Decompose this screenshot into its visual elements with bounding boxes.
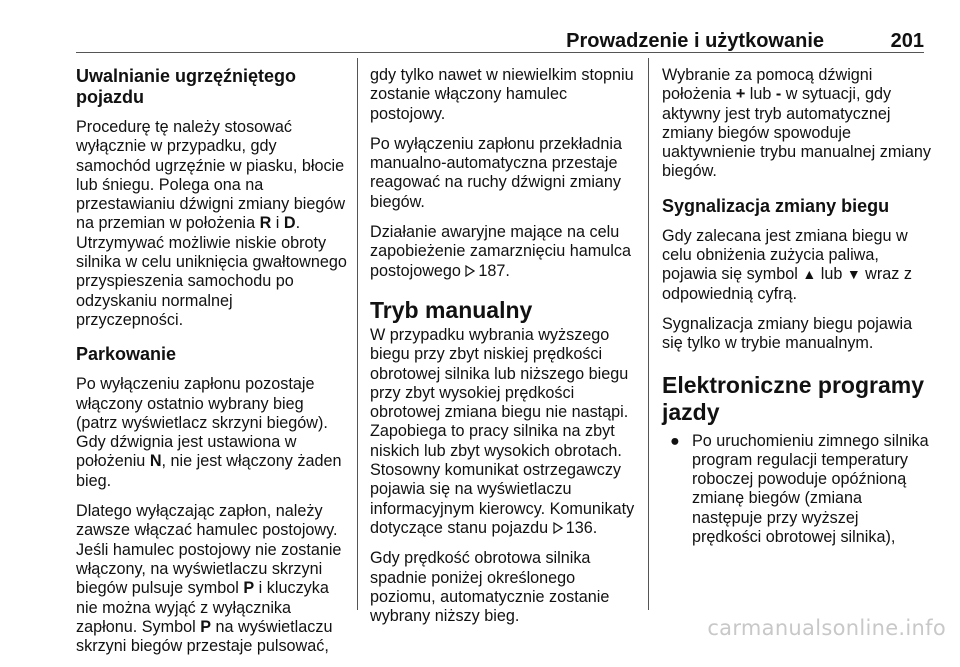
- arrow-down-icon: ▼: [846, 266, 861, 283]
- text-line: [76, 214, 348, 233]
- gear-symbol-p: P: [243, 579, 255, 598]
- gear-symbol-d: D: [283, 214, 296, 233]
- text-line: uaktywnienie trybu manualnej zmiany: [662, 143, 932, 162]
- text-line: niskich lub zbyt wysokich obrotach.: [370, 441, 622, 460]
- paragraph: [370, 66, 634, 124]
- text-line: W przypadku wybrania wyższego: [370, 325, 610, 344]
- text-line: [662, 265, 928, 284]
- text-line: nie można wyjąć z wyłącznika: [76, 598, 292, 617]
- text-line: zapobieżenie zamarznięciu hamulca: [370, 242, 631, 261]
- text-fragment: lub: [816, 265, 847, 284]
- text-fragment: lub: [745, 85, 776, 104]
- text-line: postojowy.: [370, 104, 446, 123]
- paragraph-parking: [76, 375, 348, 491]
- paragraph: [662, 66, 932, 182]
- text-line: obrotowej silnika lub niższego biegu: [370, 364, 629, 383]
- text-line: Procedurę tę należy stosować: [76, 118, 292, 136]
- text-line: [662, 85, 928, 104]
- text-line: przyczepności.: [76, 310, 184, 329]
- gear-symbol-r: R: [259, 214, 272, 233]
- bullet-icon: ●: [670, 431, 680, 450]
- text-line: zmianę biegów (zmiana: [692, 489, 863, 508]
- page-reference-arrow-icon: [553, 522, 563, 534]
- text-line: [76, 452, 348, 471]
- minus-symbol: -: [775, 85, 782, 104]
- gear-symbol-n: N: [149, 452, 162, 471]
- text-fragment: biegów pulsuje symbol: [76, 579, 244, 598]
- column-2: [370, 66, 634, 637]
- column-divider: [648, 58, 649, 610]
- text-line: odzyskaniu normalnej: [76, 291, 233, 310]
- text-line: spadnie poniżej określonego: [370, 568, 576, 587]
- text-line: Po uruchomieniu zimnego silnika: [692, 431, 929, 450]
- page-header: [76, 22, 924, 53]
- text-line: (patrz wyświetlacz skrzyni biegów).: [76, 413, 328, 432]
- text-line: Gdy dźwignia jest ustawiona w: [76, 433, 297, 452]
- plus-symbol: +: [735, 85, 746, 104]
- text-fragment: położeniu: [76, 452, 150, 471]
- paragraph-parking-2: [76, 502, 348, 656]
- text-line: manualno-automatyczna przestaje: [370, 154, 618, 173]
- text-fragment: dotyczące stanu pojazdu: [370, 518, 553, 537]
- text-line: pojawia się na wyświetlaczu: [370, 480, 572, 499]
- text-line: wybrany niższy bieg.: [370, 607, 520, 626]
- text-line: Po wyłączeniu zapłonu przekładnia: [370, 134, 622, 153]
- text-line: celu obniżenia zużycia paliwa,: [662, 246, 879, 265]
- text-line: biegu przy zbyt niskiej prędkości: [370, 345, 603, 364]
- text-line: [76, 579, 348, 598]
- text-line: zmiany biegów spowoduje: [662, 123, 851, 142]
- arrow-up-icon: ▲: [802, 266, 817, 283]
- text-line: poziomu, automatycznie zostanie: [370, 587, 610, 606]
- text-line: gdy tylko nawet w niewielkim stopniu: [370, 66, 634, 84]
- text-line: bieg.: [76, 471, 112, 490]
- text-line: zawsze włączać hamulec postojowy.: [76, 521, 338, 540]
- text-line: Dlatego wyłączając zapłon, należy: [76, 502, 323, 521]
- text-line: biegów.: [370, 192, 425, 211]
- page-reference[interactable]: 187.: [478, 261, 510, 280]
- text-fragment: pojawia się symbol: [662, 265, 803, 284]
- text-line: Gdy zalecana jest zmiana biegu w: [662, 226, 908, 245]
- page-reference[interactable]: 136.: [565, 518, 598, 537]
- text-fragment: położenia: [662, 85, 736, 104]
- text-line: prędkości obrotowej silnika),: [692, 528, 896, 547]
- text-fragment: wraz z: [860, 265, 912, 284]
- paragraph: [370, 326, 634, 538]
- text-fragment: zapłonu. Symbol: [76, 617, 201, 636]
- text-line: aktywny jest tryb automatycznej: [662, 104, 891, 123]
- text-line: reagować na ruchy dźwigni zmiany: [370, 173, 622, 192]
- text-line: informacyjnym kierowcy. Komunikaty: [370, 499, 635, 518]
- text-line: skrzyni biegów przestaje pulsować,: [76, 637, 329, 656]
- text-line: samochód ugrzęźnie w piasku, błocie: [76, 156, 345, 175]
- paragraph: [370, 223, 634, 281]
- text-line: obrotowej zmiana biegu nie nastąpi.: [370, 403, 629, 422]
- heading-shift-indication: Sygnalizacja zmiany biegu: [662, 195, 890, 216]
- heading-line: Elektroniczne programy: [662, 371, 925, 398]
- text-fragment: , nie jest włączony żaden: [161, 452, 342, 471]
- text-line: [370, 262, 634, 281]
- text-line: się tylko w trybie manualnym.: [662, 334, 874, 353]
- text-line: Jeśli hamulec postojowy nie zostanie: [76, 540, 342, 559]
- text-line: Wybranie za pomocą dźwigni: [662, 66, 873, 84]
- heading-electronic-programs: [662, 372, 928, 426]
- paragraph-unstuck: [76, 118, 348, 330]
- page-reference-arrow-icon: [465, 265, 475, 277]
- text-line: Utrzymywać możliwie niskie obroty: [76, 233, 327, 252]
- heading-line: Uwalnianie ugrzęźniętego: [76, 66, 297, 86]
- text-line: przestawianiu dźwigni zmiany biegów: [76, 195, 346, 214]
- text-fragment: postojowego: [370, 261, 466, 280]
- text-line: silnika w celu uniknięcia gwałtownego: [76, 253, 347, 272]
- text-line: odpowiednią cyfrą.: [662, 284, 797, 303]
- text-line: zostanie włączony hamulec: [370, 85, 568, 104]
- text-line: Stosowny komunikat ostrzegawczy: [370, 461, 622, 480]
- column-3: [662, 66, 932, 547]
- text-fragment: i: [271, 214, 284, 233]
- text-line: następuje przy wyższej: [692, 508, 859, 527]
- paragraph: [662, 227, 928, 304]
- heading-line: jazdy: [662, 398, 720, 425]
- heading-line: pojazdu: [76, 87, 144, 107]
- text-line: biegów.: [662, 162, 717, 181]
- text-line: Gdy prędkość obrotowa silnika: [370, 549, 591, 568]
- text-fragment: na przemian w położenia: [76, 214, 260, 233]
- column-1: [76, 66, 348, 667]
- text-line: lub śniegu. Polega ona na: [76, 175, 264, 194]
- column-divider: [357, 58, 358, 610]
- text-line: przyspieszenia samochodu po: [76, 272, 294, 291]
- text-line: Po wyłączeniu zapłonu pozostaje: [76, 375, 315, 394]
- page-number: 201: [890, 30, 924, 52]
- paragraph: [662, 315, 928, 354]
- heading-parking: Parkowanie: [76, 344, 177, 365]
- text-line: roboczej powoduje opóźnioną: [692, 470, 907, 489]
- text-line: Zapobiega to pracy silnika na zbyt: [370, 422, 615, 441]
- text-line: [370, 519, 634, 538]
- text-line: program regulacji temperatury: [692, 450, 908, 469]
- text-line: przy zbyt wysokiej prędkości: [370, 383, 575, 402]
- text-line: [76, 618, 348, 637]
- text-line: Działanie awaryjne mające na celu: [370, 223, 620, 242]
- text-line: włączony ostatnio wybrany bieg: [76, 394, 304, 413]
- heading-unstuck: [76, 66, 348, 108]
- text-fragment: na wyświetlaczu: [211, 617, 333, 636]
- text-fragment: i kluczyka: [254, 579, 329, 598]
- heading-manual-mode: Tryb manualny: [370, 296, 533, 323]
- gear-symbol-p: P: [200, 617, 211, 636]
- list-item: [662, 432, 928, 548]
- watermark: carmanualsonline.info: [707, 616, 946, 640]
- page-title: Prowadzenie i użytkowanie: [566, 30, 824, 52]
- text-line: wyłącznie w przypadku, gdy: [76, 137, 277, 156]
- paragraph: [370, 549, 634, 626]
- text-line: Sygnalizacja zmiany biegu pojawia: [662, 314, 913, 333]
- paragraph: [370, 135, 634, 212]
- text-line: włączony, na wyświetlaczu skrzyni: [76, 559, 323, 578]
- text-fragment: w sytuacji, gdy: [781, 85, 892, 104]
- text-fragment: .: [295, 214, 301, 233]
